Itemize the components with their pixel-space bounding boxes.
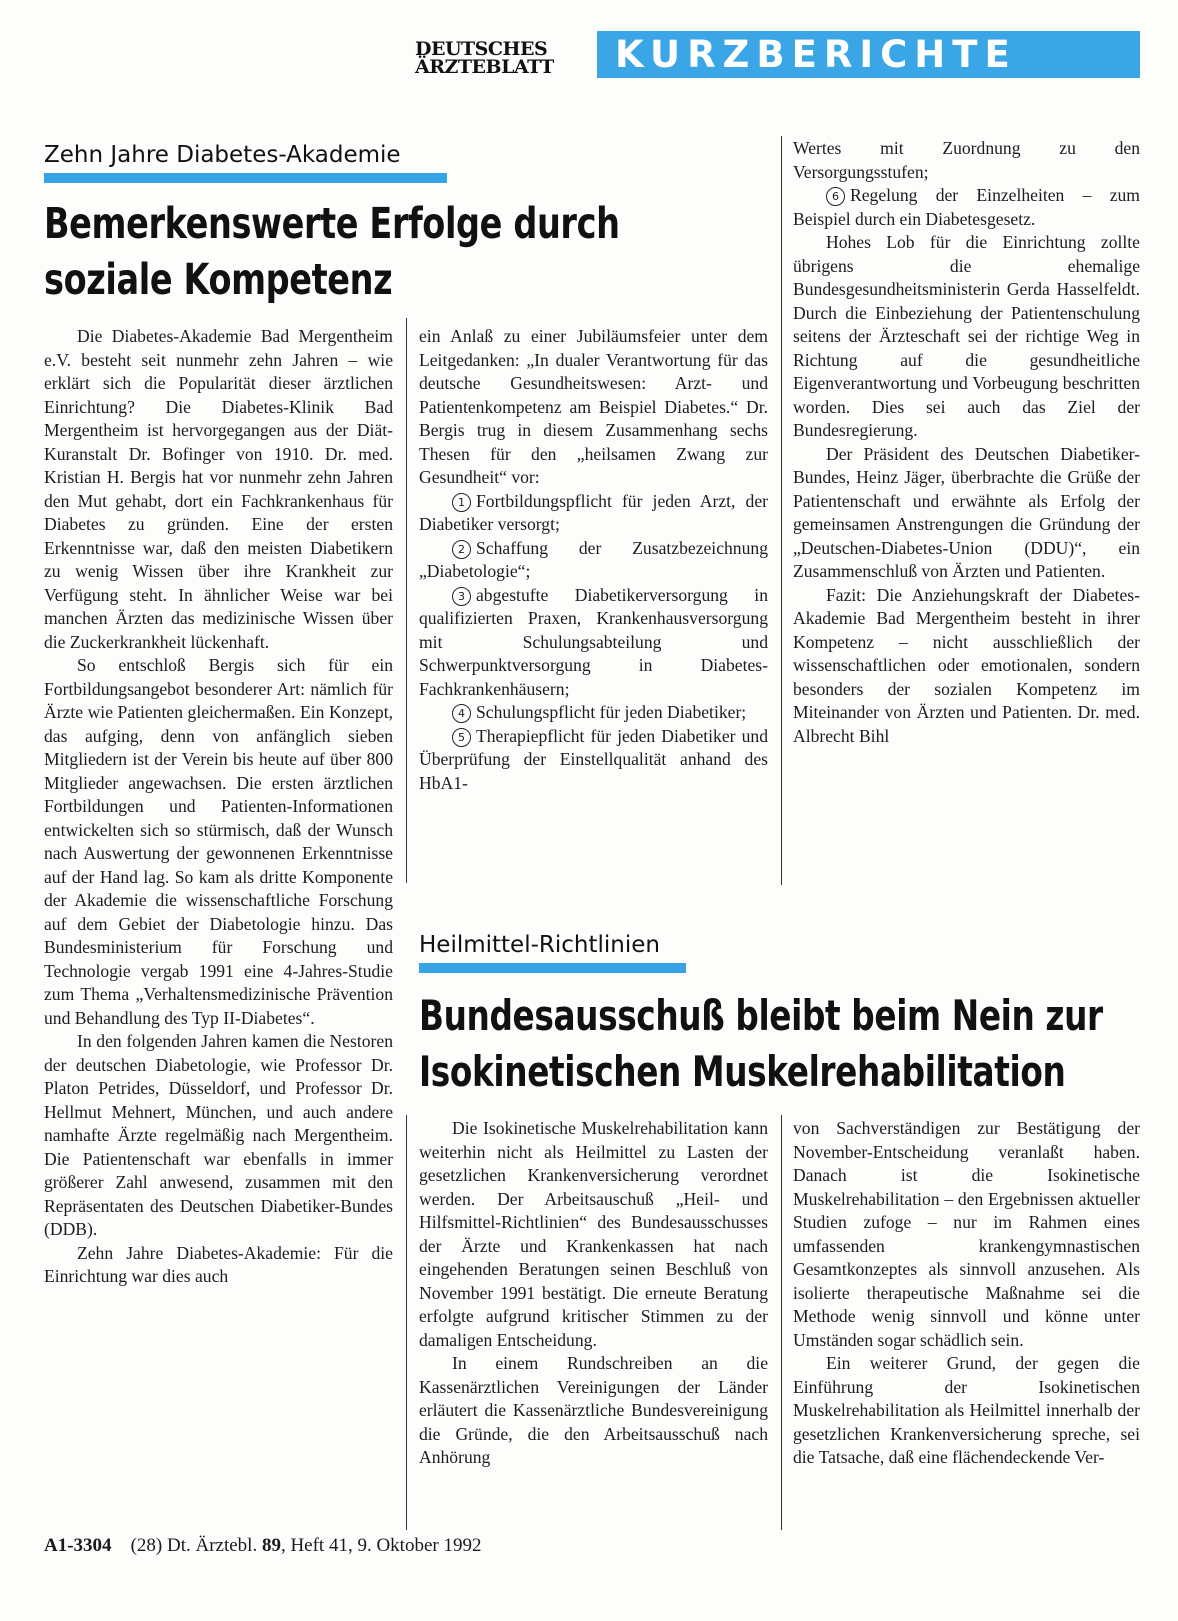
paragraph: von Sachverständigen zur Bestätigung der November-Entscheidung veranlaßt haben. Danach ist die Isokinetische Muskelrehabilitation – den Ergebnissen aktueller Studien zufoge – nur im Rahmen eines umfassenden krankengymnastischen Gesamtkonzeptes als sinnvoll anzusehen. Als isolierte therapeutische Maßnahme sei die Methode wenig sinnvoll und könne unter Umständen sogar schädlich sein. bbox=[793, 1118, 1140, 1350]
circled-number-icon: 1 bbox=[452, 493, 471, 512]
masthead-logo bbox=[415, 40, 587, 76]
paragraph: Hohes Lob für die Einrichtung zollte übrigens die ehemalige Bundesgesundheitsministerin Gerda Hasselfeldt. Durch die Einbeziehung der Patientenschulung seitens der Ärzteschaft sei der richtige Weg in Richtung auf die gesundheitliche Eigenverantwortung und Vorbeugung beschritten worden. Dies sei auch das Ziel der Bundesregierung. bbox=[793, 232, 1140, 440]
circled-number-icon: 2 bbox=[452, 540, 471, 559]
column-divider bbox=[781, 1115, 782, 1530]
paragraph: Zehn Jahre Diabetes-Akademie: Für die Einrichtung war dies auch bbox=[44, 1242, 393, 1286]
article1-column-2 bbox=[419, 325, 768, 885]
paragraph: Fazit: Die Anziehungskraft der Diabetes-Akademie Bad Mergentheim besteht in ihrer Kompetenz – nicht ausschließlich der wissenschaftlichen oder emotionalen, sondern besonders der sozialen Kompetenz im Miteinander von Ärzten und Patienten. Dr. med. Albrecht Bihl bbox=[793, 584, 1140, 746]
page-code: A1-3304 bbox=[44, 1535, 112, 1556]
paragraph: So entschloß Bergis sich für ein Fortbildungsangebot besonderer Art: nämlich für Ärzte wie Patienten gleichermaßen. Ein Konzept, das aufging, denn von anfänglich sieben Mitgliedern ist der Verein bis heute auf über 800 Mitglieder angewachsen. Die ersten ärztlichen Fortbildungen und Patienten-Informationen entwickelten sich so stürmisch, daß der Wunsch nach Auswertung der gewonnenen Erkenntnisse auf der Hand lag. So kam als dritte Komponente der Akademie die wissenschaftliche Forschung auf dem Gebiet der Diabetologie hinzu. Das Bundesministerium für Forschung und Technologie vergab 1991 eine 4-Jahres-Studie zum Thema „Verhaltensmedizinische Prävention und Behandlung des Typ II-Diabetes“. bbox=[44, 655, 393, 1028]
paragraph: ein Anlaß zu einer Jubiläumsfeier unter dem Leitgedanken: „In dualer Verantwortung für das deutsche Gesundheitswesen: Arzt- und Patientenkompetenz am Beispiel Diabetes.“ Dr. Bergis trug in diesem Zusammenhang sechs Thesen für den „heilsamen Zwang zur Gesundheit“ vor: bbox=[419, 326, 768, 487]
article1-column-1 bbox=[44, 325, 393, 1530]
article1-kicker: Zehn Jahre Diabetes-Akademie bbox=[44, 142, 401, 168]
article2-headline bbox=[419, 988, 1103, 1100]
thesis-item: 1 Fortbildungspflicht für jeden Arzt, der Diabetiker versorgt; bbox=[419, 490, 768, 534]
thesis-item: 3 abgestufte Diabetikerversorgung in qualifizierten Praxen, Krankenhausversorgung mit Schulungsabteilung und Schwerpunktversorgung in Diabetes-Fachkrankenhäusern; bbox=[419, 584, 768, 699]
paragraph: Die Diabetes-Akademie Bad Mergentheim e.V. besteht seit nunmehr zehn Jahren – wie erklärt sich die Popularität dieser ärztlichen Einrichtung? Die Diabetes-Klinik Bad Mergentheim ist hervorgegangen aus der Diät-Kuranstalt Dr. Bofinger von 1910. Dr. med. Kristian H. Bergis hat vor nunmehr zehn Jahren den Mut gehabt, dort ein Fachkrankenhaus für Diabetes zu gründen. Eine der ersten Erkenntnisse war, daß den meisten Diabetikern zu wenig Wissen über ihre Krankheit zur Verfügung steht. In ähnlicher Weise war bei manchen Ärzten das medizinische Wissen über die Zuckerkrankheit lückenhaft. bbox=[44, 326, 393, 652]
article2-kicker-rule bbox=[419, 963, 686, 973]
article2-column-2 bbox=[793, 1117, 1140, 1530]
thesis-item: 5 Therapiepflicht für jeden Diabetiker und Überprüfung der Einstellqualität anhand des HbA1- bbox=[419, 725, 768, 793]
column-divider bbox=[406, 1115, 407, 1530]
column-divider bbox=[781, 136, 782, 885]
paragraph: Die Isokinetische Muskelrehabilitation kann weiterhin nicht als Heilmittel zu Lasten der gesetzlichen Krankenversicherung verordnet werden. Der Arbeitsauschuß „Heil- und Hilfsmittel-Richtlinien“ des Bundesausschusses der Ärzte und Krankenkassen hat nach eingehenden Beratungen seinen Beschluß von November 1991 bestätigt. Die erneute Beratung erfolgte aufgrund kritischer Stimmen zu der damaligen Entscheidung. bbox=[419, 1118, 768, 1350]
paragraph: In einem Rundschreiben an die Kassenärztlichen Vereinigungen der Länder erläutert die Kassenärztliche Bundesvereinigung die Gründe, die den Arbeitsausschuß nach Anhörung bbox=[419, 1353, 768, 1467]
section-banner: KURZBERICHTE bbox=[597, 31, 1140, 78]
article1-headline-line2: soziale Kompetenz bbox=[44, 255, 393, 305]
thesis-item: 6 Regelung der Einzelheiten – zum Beispiel durch ein Diabetesgesetz. bbox=[793, 185, 1140, 229]
volume-number: 89 bbox=[261, 1535, 281, 1556]
article1-headline bbox=[44, 196, 620, 308]
thesis-item: 2 Schaffung der Zusatzbezeichnung „Diabetologie“; bbox=[419, 537, 768, 581]
paragraph: Wertes mit Zuordnung zu den Versorgungsstufen; bbox=[793, 138, 1140, 182]
article1-headline-line1: Bemerkenswerte Erfolge durch bbox=[44, 199, 620, 249]
paragraph: Der Präsident des Deutschen Diabetiker-Bundes, Heinz Jäger, überbrachte die Grüße der Patientenschaft und erwähnte als Erfolg der gemeinsamen Anstrengungen die Gründung der „Deutschen-Diabetes-Union (DDU)“, ein Zusammenschluß von Ärzten und Patienten. bbox=[793, 443, 1140, 581]
logo-line-2: ÄRZTEBLATT bbox=[415, 56, 554, 78]
article1-column-3 bbox=[793, 137, 1140, 885]
circled-number-icon: 6 bbox=[826, 187, 845, 206]
circled-number-icon: 5 bbox=[452, 728, 471, 747]
circled-number-icon: 3 bbox=[452, 587, 471, 606]
article2-kicker: Heilmittel-Richtlinien bbox=[419, 932, 660, 958]
page-footer bbox=[44, 1535, 481, 1557]
article1-kicker-rule bbox=[44, 173, 447, 183]
paragraph: Ein weiterer Grund, der gegen die Einführung der Isokinetischen Muskelrehabilitation als Heilmittel innerhalb der gesetzlichen Krankenversicherung spreche, sei die Tatsache, daß eine flächendeckende Ver- bbox=[793, 1353, 1140, 1467]
article2-column-1 bbox=[419, 1117, 768, 1530]
citation-suffix: , Heft 41, 9. Oktober 1992 bbox=[280, 1535, 482, 1556]
article2-headline-line1: Bundesausschuß bleibt beim Nein zur bbox=[419, 991, 1103, 1040]
paragraph: In den folgenden Jahren kamen die Nestoren der deutschen Diabetologie, wie Professor Dr. Platon Petrides, Düsseldorf, und Professor Dr. Hellmut Mehnert, München, und auch andere namhafte Ärzte regelmäßig nach Mergentheim. Die Patientenschaft war ebenfalls in immer größerer Zahl anwesend, zusammen mit den Repräsentaten des Deutschen Diabetiker-Bundes (DDB). bbox=[44, 1031, 393, 1239]
article2-headline-line2: Isokinetischen Muskelrehabilitation bbox=[419, 1047, 1066, 1096]
circled-number-icon: 4 bbox=[452, 704, 471, 723]
thesis-item: 4 Schulungspflicht für jeden Diabetiker; bbox=[419, 701, 768, 725]
citation-prefix: (28) Dt. Ärztebl. bbox=[130, 1535, 258, 1556]
column-divider bbox=[406, 318, 407, 883]
logo-line-1: DEUTSCHES bbox=[415, 38, 548, 60]
